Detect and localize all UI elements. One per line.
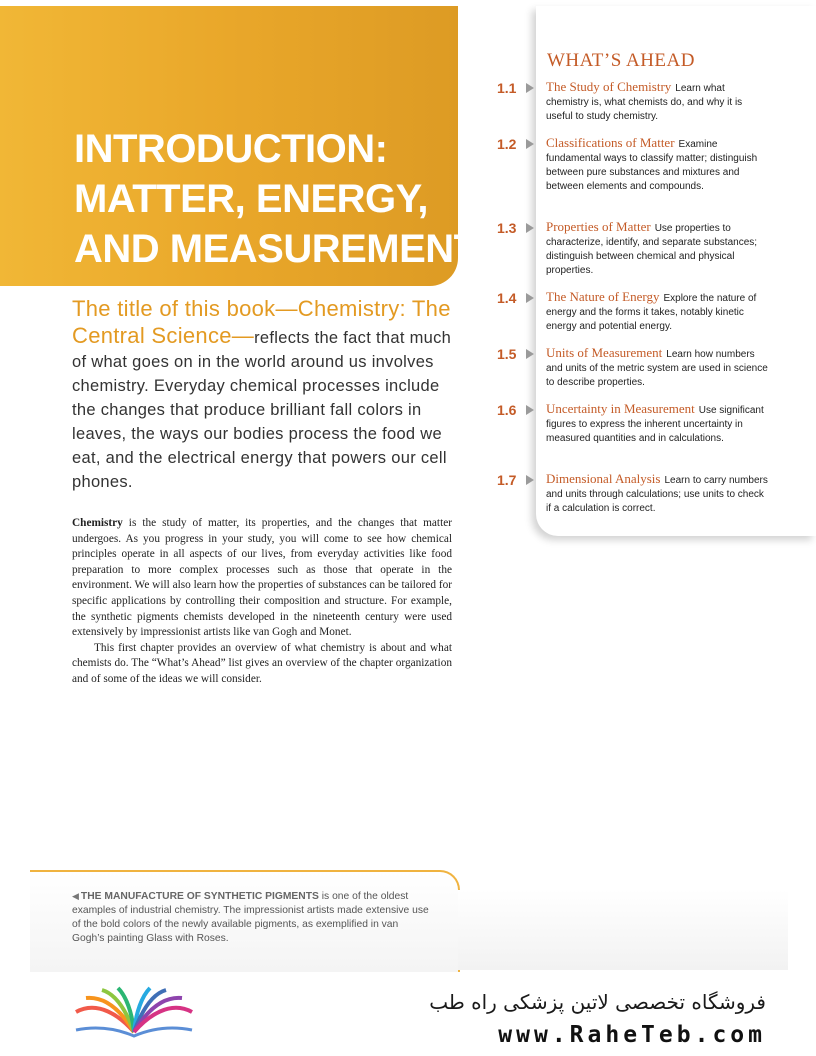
section-title: The Nature of Energy [546, 289, 660, 304]
section-description: Learn how numbers and units of the metric system are used in science to describe properties. [546, 349, 768, 388]
store-name: فروشگاه تخصصی لاتین پزشکی راه طب [429, 990, 766, 1014]
section-description: Learn to carry numbers and units through calculations; use units to check if a calculation is correct. [546, 475, 768, 514]
section-title: The Study of Chemistry [546, 79, 672, 94]
section-number: 1.5 [497, 346, 517, 362]
chapter-title-line: MATTER, ENERGY, [74, 177, 429, 221]
section-description: Explore the nature of energy and the forms it takes, notably kinetic energy and potential energy. [546, 293, 757, 332]
lead-paragraph [72, 296, 456, 494]
section-number: 1.1 [497, 80, 517, 96]
chapter-title-line: AND MEASUREMENT [74, 227, 478, 271]
caption-lead: THE MANUFACTURE OF SYNTHETIC PIGMENTS [80, 891, 319, 902]
figure-caption [72, 889, 432, 946]
body-paragraph: This first chapter provides an overview of what chemistry is about and what chemists do. The “What’s Ahead” list gives an overview of the chapter organization and of some of the ideas we will consider. [72, 641, 452, 685]
triangle-right-icon [526, 293, 534, 303]
key-term: Chemistry [72, 517, 123, 529]
section-title: Units of Measurement [546, 345, 663, 360]
section-description: Examine fundamental ways to classify matter; distinguish between pure substances and mixtures and between elements and compounds. [546, 139, 758, 192]
section-title: Dimensional Analysis [546, 471, 661, 486]
section-title: Properties of Matter [546, 219, 651, 234]
lead-intro: The title of this book—Chemistry: The Central Science— [72, 296, 451, 348]
triangle-right-icon [526, 83, 534, 93]
caption-image-strip [458, 890, 788, 970]
body-paragraph-text: is the study of matter, its properties, and the changes that matter undergoes. As you progress in your study, you will come to see how chemical principles operate in all aspects of our lives, from everyday activities like food preparation to more complex processes such as those that operate in the environment. We will also learn how the properties of substances can be tailored for specific applications by controlling their composition and structure. For example, the synthetic pigments chemists developed in the nineteenth century were used extensively by impressionist artists like van Gogh and Monet. [72, 517, 452, 639]
whats-ahead-heading: WHAT’S AHEAD [547, 50, 695, 71]
caption-text: is one of the oldest examples of industrial chemistry. The impressionist artists made extensive use of the bold colors of the newly available pigments, as exemplified in van Gogh’s painting Glass with Roses. [72, 891, 429, 944]
chapter-title [74, 124, 478, 274]
section-number: 1.7 [497, 472, 517, 488]
body-text [72, 516, 452, 688]
section-title: Uncertainty in Measurement [546, 401, 695, 416]
section-number: 1.6 [497, 402, 517, 418]
triangle-right-icon [526, 405, 534, 415]
section-description: Learn what chemistry is, what chemists do, and why it is useful to study chemistry. [546, 83, 743, 122]
section-number: 1.4 [497, 290, 517, 306]
section-number: 1.3 [497, 220, 517, 236]
store-url[interactable]: www.RaheTeb.com [498, 1022, 766, 1048]
arrow-left-icon: ◀ [72, 891, 79, 901]
chapter-title-line: INTRODUCTION: [74, 127, 388, 171]
triangle-right-icon [526, 475, 534, 485]
body-paragraph [72, 516, 452, 641]
section-number: 1.2 [497, 136, 517, 152]
triangle-right-icon [526, 223, 534, 233]
triangle-right-icon [526, 139, 534, 149]
triangle-right-icon [526, 349, 534, 359]
section-description: Use properties to characterize, identify, and separate substances; distinguish between chemical and physical properties. [546, 223, 758, 276]
lead-text: reflects the fact that much of what goes on in the world around us involves chemistry. Everyday chemical processes include the changes that produce brilliant fall colors in leaves, the ways our bodies process the food we eat, and the electrical energy that powers our cell phones. [72, 329, 452, 491]
open-book-logo [72, 986, 196, 1047]
section-description: Use significant figures to express the inherent uncertainty in measured quantities and in calculations. [546, 405, 764, 444]
section-title: Classifications of Matter [546, 135, 675, 150]
